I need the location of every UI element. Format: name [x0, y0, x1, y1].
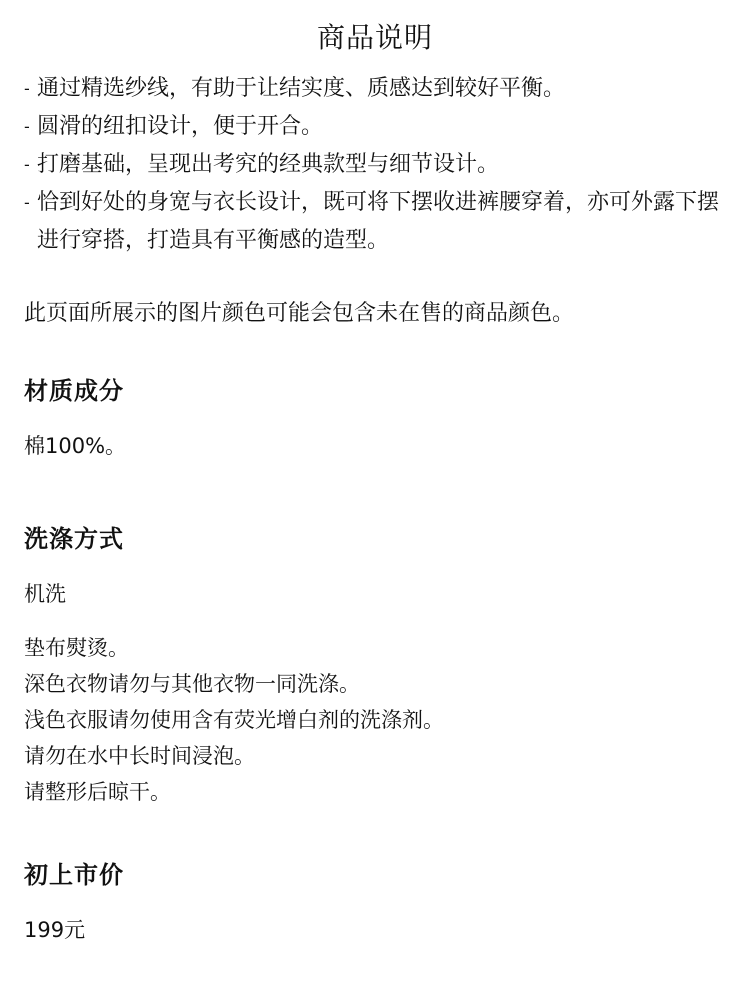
- feature-text: 恰到好处的身宽与衣长设计，既可将下摆收进裤腰穿着，亦可外露下摆进行穿搭，打造具有平衡感的造型。: [37, 190, 720, 253]
- price-value: 199元: [24, 918, 86, 942]
- care-instructions: [24, 630, 726, 810]
- feature-item: [24, 108, 726, 146]
- bullet-dash: -: [24, 193, 30, 212]
- feature-item: [24, 70, 726, 108]
- washing-method: 机洗: [24, 582, 66, 606]
- color-disclaimer: 此页面所展示的图片颜色可能会包含未在售的商品颜色。: [24, 301, 575, 326]
- page-title: 商品说明: [316, 21, 433, 54]
- price-heading: 初上市价: [24, 861, 124, 889]
- feature-text: 打磨基础，呈现出考究的经典款型与细节设计。: [37, 152, 500, 177]
- washing-heading: 洗涤方式: [24, 525, 124, 553]
- bullet-dash: -: [24, 79, 30, 98]
- feature-item: [24, 146, 726, 184]
- feature-list: [24, 70, 726, 260]
- material-heading: 材质成分: [24, 377, 124, 405]
- care-instruction-line: 请勿在水中长时间浸泡。: [24, 744, 255, 768]
- care-instruction-line: 浅色衣服请勿使用含有荧光增白剂的洗涤剂。: [24, 708, 444, 732]
- bullet-dash: -: [24, 117, 30, 136]
- feature-item: [24, 184, 726, 260]
- bullet-dash: -: [24, 155, 30, 174]
- care-instruction-line: 垫布熨烫。: [24, 636, 129, 660]
- care-instruction-line: 深色衣物请勿与其他衣物一同洗涤。: [24, 672, 360, 696]
- feature-text: 通过精选纱线，有助于让结实度、质感达到较好平衡。: [37, 76, 566, 101]
- care-instruction-line: 请整形后晾干。: [24, 780, 171, 804]
- material-value: 棉100%。: [24, 434, 127, 458]
- feature-text: 圆滑的纽扣设计，便于开合。: [37, 114, 324, 139]
